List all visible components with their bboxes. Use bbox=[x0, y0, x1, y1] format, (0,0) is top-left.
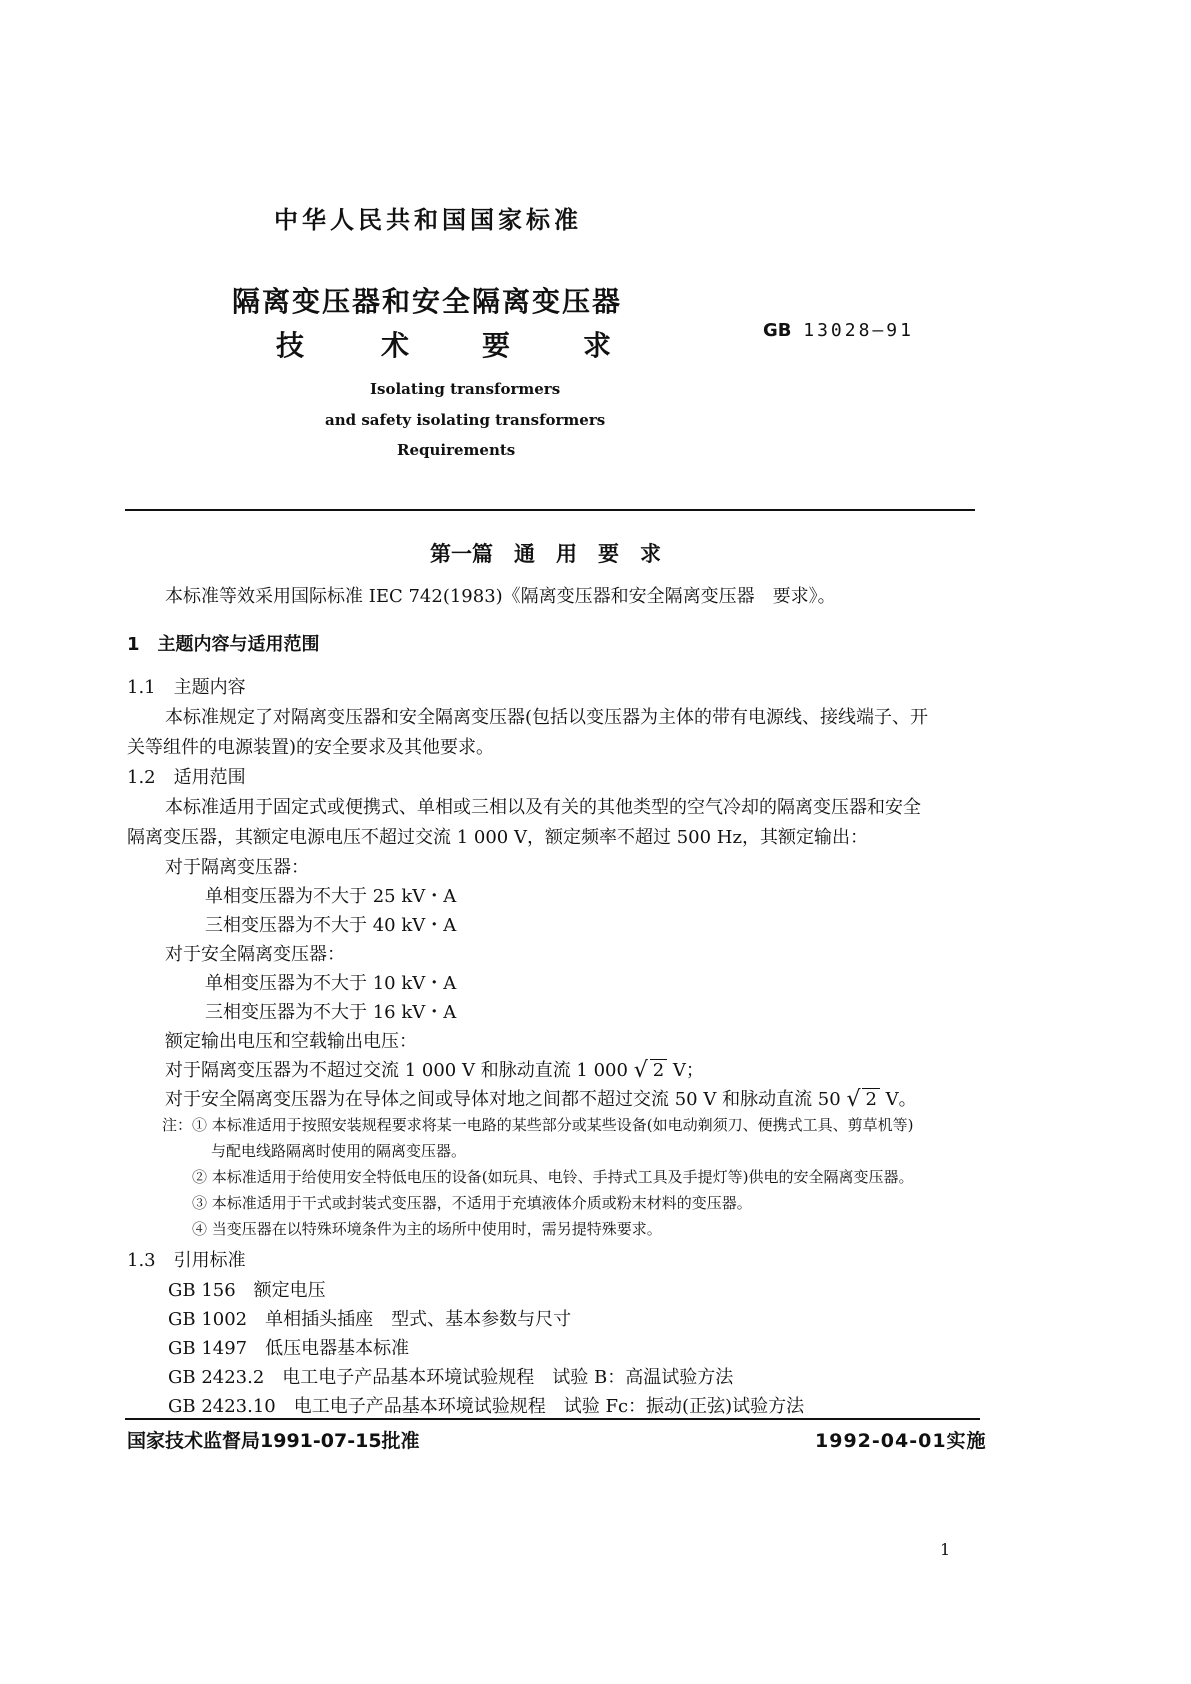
english-title-line1: Isolating transformers bbox=[370, 380, 561, 398]
voltage-isolating-unit: V； bbox=[672, 1060, 704, 1081]
implementation-date: 1992-04-01实施 bbox=[815, 1430, 987, 1452]
note-4: ④ 当变压器在以特殊环境条件为主的场所中使用时，需另提特殊要求。 bbox=[192, 1220, 662, 1238]
isolating-label: 对于隔离变压器： bbox=[165, 857, 309, 878]
header-divider bbox=[125, 509, 975, 511]
document-title-char-3: 要 bbox=[482, 329, 511, 362]
english-title-line2: and safety isolating transformers bbox=[325, 411, 606, 429]
reference-item: GB 2423.2 电工电子产品基本环境试验规程 试验 B：高温试验方法 bbox=[168, 1367, 734, 1388]
approval-line: 国家技术监督局1991-07-15批准 bbox=[127, 1430, 420, 1452]
document-title-char-4: 求 bbox=[583, 329, 612, 362]
document-title-char-2: 术 bbox=[381, 329, 410, 362]
note-3: ③ 本标准适用于干式或封装式变压器，不适用于充填液体介质或粉末材料的变压器。 bbox=[192, 1194, 752, 1212]
section-1-2-para-line2: 隔离变压器，其额定电源电压不超过交流 1 000 V，额定频率不超过 500 Hz，其额定输出： bbox=[127, 827, 868, 848]
sqrt-symbol: √ 2 bbox=[846, 1089, 879, 1110]
gb-number: 13028—91 bbox=[803, 320, 914, 341]
note-1-line2: 与配电线路隔离时使用的隔离变压器。 bbox=[211, 1142, 467, 1160]
safety-single-phase: 单相变压器为不大于 10 kV・A bbox=[205, 973, 457, 994]
section-1-heading: 1 主题内容与适用范围 bbox=[127, 634, 320, 655]
section-1-1-para-line2: 关等组件的电源装置)的安全要求及其他要求。 bbox=[127, 737, 495, 758]
document-title-char-1: 技 bbox=[276, 329, 305, 362]
voltage-safety bbox=[165, 1085, 917, 1111]
standard-number bbox=[763, 320, 914, 341]
intro-paragraph: 本标准等效采用国际标准 IEC 742(1983)《隔离变压器和安全隔离变压器 要求》。 bbox=[165, 586, 836, 607]
reference-item: GB 156 额定电压 bbox=[168, 1280, 326, 1301]
sqrt-symbol: √ 2 bbox=[634, 1060, 667, 1081]
section-1-1-heading: 1.1 主题内容 bbox=[127, 677, 246, 698]
voltage-isolating bbox=[165, 1056, 704, 1082]
note-1-line1: 注：① 本标准适用于按照安装规程要求将某一电路的某些部分或某些设备(如电动剃须刀、便携式工具、剪草机等) bbox=[162, 1116, 914, 1134]
isolating-single-phase: 单相变压器为不大于 25 kV・A bbox=[205, 886, 457, 907]
footer-divider bbox=[125, 1418, 980, 1420]
note-2: ② 本标准适用于给使用安全特低电压的设备(如玩具、电铃、手持式工具及手提灯等)供电的安全隔离变压器。 bbox=[192, 1168, 914, 1186]
section-1-1-para-line1: 本标准规定了对隔离变压器和安全隔离变压器(包括以变压器为主体的带有电源线、接线端子、开 bbox=[165, 707, 929, 728]
national-standard-heading: 中华人民共和国国家标准 bbox=[274, 206, 582, 234]
voltage-isolating-text: 对于隔离变压器为不超过交流 1 000 V 和脉动直流 1 000 bbox=[165, 1060, 628, 1081]
sqrt-argument: 2 bbox=[650, 1059, 667, 1081]
section-1-2-heading: 1.2 适用范围 bbox=[127, 767, 246, 788]
safety-label: 对于安全隔离变压器： bbox=[165, 944, 345, 965]
voltage-label: 额定输出电压和空载输出电压： bbox=[165, 1031, 417, 1052]
isolating-three-phase: 三相变压器为不大于 40 kV・A bbox=[205, 915, 457, 936]
section-1-3-heading: 1.3 引用标准 bbox=[127, 1250, 246, 1271]
gb-prefix: GB bbox=[763, 320, 792, 341]
reference-item: GB 1497 低压电器基本标准 bbox=[168, 1338, 410, 1359]
section-1-2-para-line1: 本标准适用于固定式或便携式、单相或三相以及有关的其他类型的空气冷却的隔离变压器和安全 bbox=[165, 797, 921, 818]
english-title-line3: Requirements bbox=[397, 441, 516, 459]
reference-item: GB 1002 单相插头插座 型式、基本参数与尺寸 bbox=[168, 1309, 572, 1330]
page-number: 1 bbox=[940, 1540, 951, 1559]
voltage-safety-text: 对于安全隔离变压器为在导体之间或导体对地之间都不超过交流 50 V 和脉动直流 50 bbox=[165, 1089, 841, 1110]
part-title: 第一篇 通 用 要 求 bbox=[430, 542, 661, 566]
sqrt-argument: 2 bbox=[862, 1088, 879, 1110]
document-title-line1: 隔离变压器和安全隔离变压器 bbox=[232, 285, 623, 318]
voltage-safety-unit: V。 bbox=[885, 1089, 917, 1110]
reference-item: GB 2423.10 电工电子产品基本环境试验规程 试验 Fc：振动(正弦)试验方法 bbox=[168, 1396, 805, 1417]
safety-three-phase: 三相变压器为不大于 16 kV・A bbox=[205, 1002, 457, 1023]
